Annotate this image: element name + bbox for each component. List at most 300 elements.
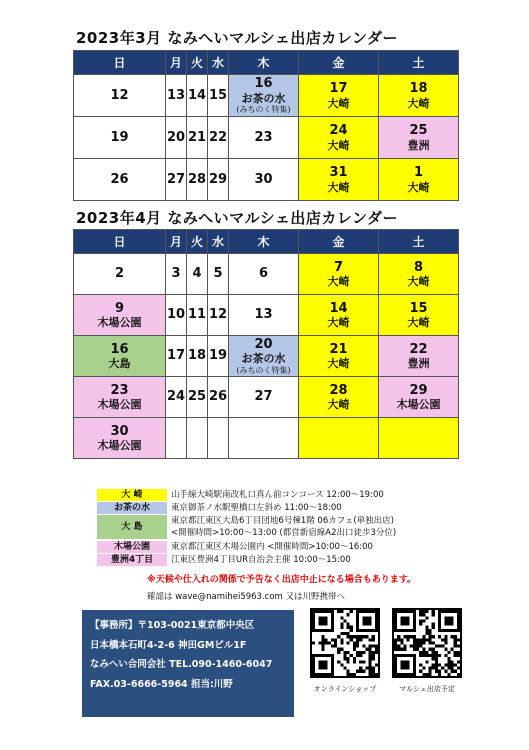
qr-module	[432, 635, 435, 638]
qr-module	[353, 673, 356, 676]
day-number: 14	[329, 300, 348, 316]
calendar-day-cell	[229, 418, 299, 459]
day-number: 21	[187, 129, 207, 145]
qr-module	[419, 610, 422, 613]
legend-tag-ochanomizu: お茶の水	[97, 502, 167, 514]
qr-module	[413, 638, 416, 641]
office-line-address: 【事務所】〒103-0021東京都中央区	[90, 620, 255, 631]
calendar-day-cell	[229, 377, 299, 418]
qr-module	[422, 641, 425, 644]
day-number: 16	[254, 76, 273, 92]
qr-module	[369, 667, 372, 670]
qr-module	[422, 673, 425, 676]
legend-text-ochanomizu: 東京御茶ノ水駅聖橋口左斜め 11:00〜18:00	[171, 502, 342, 513]
qr-module	[372, 667, 375, 670]
qr-module	[419, 663, 422, 666]
qr-module	[429, 629, 432, 632]
qr-module	[400, 648, 403, 651]
qr-module	[438, 645, 441, 648]
legend-text-ojima-hours: <開催時間>10:00〜13:00 (都営新宿線A2出口徒歩3分位)	[171, 528, 397, 538]
qr-module	[416, 641, 419, 644]
market-location: 大崎	[327, 316, 350, 330]
qr-module	[337, 660, 340, 663]
qr-module	[337, 635, 340, 638]
day-number: 22	[409, 341, 428, 357]
qr-module	[454, 645, 457, 648]
calendar-day-cell	[208, 75, 229, 117]
qr-code-icon[interactable]	[392, 608, 462, 678]
qr-module	[375, 673, 378, 676]
qr-module	[422, 667, 425, 670]
qr-module	[416, 645, 419, 648]
calendar-day-cell	[166, 295, 187, 336]
day-number: 19	[208, 348, 228, 364]
qr-module	[441, 667, 444, 670]
day-number: 14	[187, 87, 207, 103]
legend-text-toyosu: 江東区豊洲4丁目UR自治会主催 10:00〜15:00	[171, 554, 351, 565]
calendar-day-cell	[166, 159, 187, 201]
qr-module	[438, 635, 441, 638]
calendar-day-cell	[74, 377, 166, 418]
calendar-week-row	[74, 254, 459, 295]
qr-module	[397, 645, 400, 648]
market-location: お茶の水	[241, 91, 286, 105]
calendar-day-cell	[187, 336, 208, 377]
calendar-week-row	[74, 336, 459, 377]
calendar-day-cell	[166, 377, 187, 418]
office-line-company-tel: なみへい合同会社 TEL.090-1460-6047	[90, 659, 273, 670]
qr-module	[372, 635, 375, 638]
qr-module	[394, 638, 397, 641]
qr-module	[413, 648, 416, 651]
qr-module	[457, 667, 460, 670]
day-number: 27	[254, 389, 273, 405]
qr-module	[444, 663, 447, 666]
day-number: 20	[166, 129, 186, 145]
qr-module	[432, 626, 435, 629]
market-location: 大崎	[327, 138, 350, 152]
calendar-day-cell	[187, 418, 208, 459]
qr-module	[429, 635, 432, 638]
qr-module	[441, 638, 444, 641]
day-number: 26	[208, 389, 228, 405]
qr-module	[397, 635, 400, 638]
weekday-header: 金	[299, 230, 379, 254]
calendar-day-cell	[379, 418, 459, 459]
qr-module	[435, 645, 438, 648]
weekday-header: 土	[379, 51, 459, 75]
qr-module	[422, 651, 425, 654]
qr-module	[347, 670, 350, 673]
qr-module	[454, 635, 457, 638]
calendar-day-cell	[74, 117, 166, 159]
qr-module	[429, 654, 432, 657]
qr-module	[407, 638, 410, 641]
qr-module	[451, 660, 454, 663]
calendar-week-row	[74, 418, 459, 459]
weekday-header: 水	[208, 230, 229, 254]
qr-module	[432, 648, 435, 651]
qr-module	[337, 610, 340, 613]
day-number: 11	[187, 307, 207, 323]
qr-module	[356, 645, 359, 648]
legend-text-kiba: 東京都江東区木場公園内 <開催時間>10:00〜16:00	[171, 541, 373, 552]
qr-module	[444, 641, 447, 644]
qr-module	[429, 632, 432, 635]
weekday-header: 金	[299, 51, 379, 75]
qr-finder-module	[318, 616, 327, 625]
qr-module	[435, 663, 438, 666]
qr-module	[356, 651, 359, 654]
day-number: 23	[254, 129, 273, 145]
day-number: 6	[258, 266, 269, 282]
qr-module	[359, 651, 362, 654]
qr-module	[375, 663, 378, 666]
qr-module	[419, 645, 422, 648]
qr-module	[451, 663, 454, 666]
qr-module	[347, 651, 350, 654]
qr-module	[350, 654, 353, 657]
calendar-day-cell	[166, 254, 187, 295]
qr-module	[340, 610, 343, 613]
qr-module	[365, 635, 368, 638]
calendar-day-cell	[229, 75, 299, 117]
qr-module	[369, 657, 372, 660]
calendar-day-cell	[299, 75, 379, 117]
qr-module	[432, 641, 435, 644]
calendar-day-cell	[187, 254, 208, 295]
weekday-header: 日	[74, 230, 166, 254]
day-number: 28	[187, 171, 207, 187]
calendar-day-cell	[379, 377, 459, 418]
market-feature: (みちのく特集)	[236, 105, 291, 115]
qr-module	[397, 648, 400, 651]
qr-code-icon[interactable]	[310, 608, 380, 678]
qr-module	[425, 610, 428, 613]
qr-module	[372, 638, 375, 641]
qr-module	[369, 638, 372, 641]
office-line-building: 日本橋本石町4-2-6 神田GMビル1F	[90, 639, 247, 651]
market-location: 豊洲	[407, 357, 430, 371]
qr-module	[347, 613, 350, 616]
qr-module	[422, 610, 425, 613]
qr-finder-module	[400, 660, 409, 669]
weekday-header: 月	[166, 230, 187, 254]
qr-module	[356, 641, 359, 644]
day-number: 29	[409, 382, 428, 398]
qr-module	[343, 657, 346, 660]
april-header-row	[74, 230, 459, 254]
qr-module	[359, 660, 362, 663]
march-calendar-title: 2023年3月 なみへいマルシェ出店カレンダー	[76, 29, 398, 47]
calendar-day-cell	[166, 117, 187, 159]
qr-module	[425, 629, 428, 632]
calendar-day-cell	[74, 418, 166, 459]
calendar-day-cell	[74, 75, 166, 117]
qr-module	[353, 657, 356, 660]
day-number: 31	[329, 165, 348, 181]
qr-module	[318, 641, 321, 644]
qr-module	[457, 660, 460, 663]
qr-module	[413, 635, 416, 638]
qr-module	[457, 645, 460, 648]
qr-module	[429, 641, 432, 644]
day-number: 12	[208, 307, 228, 323]
market-location: 大崎	[407, 180, 430, 194]
march-calendar	[73, 50, 459, 201]
qr-module	[369, 645, 372, 648]
qr-module	[362, 670, 365, 673]
weekday-header: 土	[379, 230, 459, 254]
qr-module	[365, 667, 368, 670]
qr-module	[451, 635, 454, 638]
qr-module	[372, 657, 375, 660]
weekday-header: 火	[187, 230, 208, 254]
qr-module	[419, 638, 422, 641]
calendar-day-cell	[299, 254, 379, 295]
calendar-day-cell	[208, 336, 229, 377]
qr-module	[429, 670, 432, 673]
calendar-day-cell	[208, 418, 229, 459]
qr-schedule-pattern	[394, 610, 460, 676]
calendar-day-cell	[379, 254, 459, 295]
qr-module	[356, 654, 359, 657]
april-body	[74, 254, 459, 459]
qr-module	[447, 651, 450, 654]
weekday-header: 木	[229, 230, 299, 254]
qr-module	[347, 641, 350, 644]
weekday-header: 水	[208, 51, 229, 75]
qr-module	[356, 635, 359, 638]
qr-module	[328, 641, 331, 644]
qr-module	[454, 654, 457, 657]
qr-module	[369, 663, 372, 666]
qr-module	[372, 654, 375, 657]
day-number: 10	[166, 307, 186, 323]
day-number: 24	[166, 389, 186, 405]
qr-module	[416, 638, 419, 641]
qr-module	[451, 667, 454, 670]
qr-module	[419, 641, 422, 644]
qr-module	[372, 673, 375, 676]
qr-module	[340, 663, 343, 666]
qr-module	[350, 626, 353, 629]
qr-module	[429, 667, 432, 670]
qr-module	[334, 645, 337, 648]
qr-module	[447, 667, 450, 670]
calendar-day-cell	[299, 418, 379, 459]
qr-module	[432, 657, 435, 660]
weekday-header: 月	[166, 51, 187, 75]
weekday-header: 火	[187, 51, 208, 75]
day-number: 20	[254, 336, 273, 352]
qr-module	[432, 623, 435, 626]
day-number: 16	[110, 341, 129, 357]
qr-module	[435, 667, 438, 670]
qr-module	[425, 616, 428, 619]
qr-module	[359, 654, 362, 657]
qr-module	[419, 623, 422, 626]
qr-module	[321, 638, 324, 641]
calendar-day-cell	[74, 159, 166, 201]
cancellation-note: ※天候や仕入れの関係で予告なく出店中止になる場合もあります。	[147, 575, 417, 585]
qr-module	[356, 638, 359, 641]
april-calendar-title: 2023年4月 なみへいマルシェ出店カレンダー	[76, 209, 398, 227]
qr-module	[343, 632, 346, 635]
day-number: 13	[254, 307, 273, 323]
qr-module	[340, 632, 343, 635]
legend-tag-osaki: 大 崎	[97, 489, 167, 501]
calendar-day-cell	[208, 377, 229, 418]
legend-text-ojima-address: 東京都江東区大島6丁目団地6号棟1階 06カフェ(単独出店)	[171, 516, 394, 526]
online-shop-qr[interactable]	[310, 608, 380, 694]
calendar-week-row	[74, 75, 459, 117]
calendar-day-cell	[299, 295, 379, 336]
qr-module	[372, 651, 375, 654]
calendar-day-cell	[379, 295, 459, 336]
qr-module	[397, 638, 400, 641]
calendar-day-cell	[166, 75, 187, 117]
qr-module	[343, 651, 346, 654]
calendar-week-row	[74, 159, 459, 201]
legend-row-toyosu	[97, 553, 457, 566]
qr-module	[451, 670, 454, 673]
day-number: 28	[329, 382, 348, 398]
schedule-label: マルシェ出店予定	[399, 685, 455, 693]
qr-module	[353, 641, 356, 644]
qr-module	[407, 635, 410, 638]
qr-module	[350, 635, 353, 638]
qr-module	[419, 619, 422, 622]
qr-module	[365, 648, 368, 651]
qr-module	[334, 638, 337, 641]
qr-module	[457, 673, 460, 676]
calendar-day-cell	[208, 159, 229, 201]
qr-module	[343, 667, 346, 670]
qr-module	[425, 673, 428, 676]
qr-module	[444, 670, 447, 673]
day-number: 18	[187, 348, 207, 364]
qr-module	[362, 635, 365, 638]
market-location: 木場公園	[97, 398, 142, 412]
contact-confirm: 確認は wave@namihei5963.com 又は川野携帯へ	[147, 592, 346, 602]
qr-module	[350, 610, 353, 613]
qr-module	[419, 613, 422, 616]
qr-shop-pattern	[312, 610, 378, 676]
calendar-day-cell	[229, 336, 299, 377]
qr-module	[353, 635, 356, 638]
qr-module	[347, 660, 350, 663]
qr-module	[429, 648, 432, 651]
qr-module	[422, 648, 425, 651]
calendar-day-cell	[187, 117, 208, 159]
qr-module	[435, 657, 438, 660]
day-number: 15	[208, 87, 228, 103]
qr-module	[353, 648, 356, 651]
qr-module	[435, 670, 438, 673]
legend-tag-toyosu: 豊洲4丁目	[97, 554, 167, 566]
march-header-row	[74, 51, 459, 75]
calendar-week-row	[74, 377, 459, 418]
qr-module	[359, 638, 362, 641]
calendar-day-cell	[74, 336, 166, 377]
calendar-day-cell	[299, 117, 379, 159]
qr-module	[422, 619, 425, 622]
calendar-day-cell	[208, 117, 229, 159]
qr-module	[362, 660, 365, 663]
calendar-day-cell	[166, 336, 187, 377]
weekday-header: 日	[74, 51, 166, 75]
day-number: 19	[110, 129, 129, 145]
day-number: 15	[409, 300, 428, 316]
market-location: 豊洲	[407, 138, 430, 152]
market-location: 大崎	[327, 180, 350, 194]
qr-module	[438, 663, 441, 666]
qr-module	[321, 635, 324, 638]
qr-module	[413, 645, 416, 648]
day-number: 1	[413, 165, 424, 181]
calendar-day-cell	[379, 117, 459, 159]
qr-module	[340, 626, 343, 629]
day-number: 22	[208, 129, 228, 145]
qr-module	[312, 641, 315, 644]
market-location: お茶の水	[241, 352, 286, 366]
qr-module	[419, 654, 422, 657]
qr-module	[337, 648, 340, 651]
qr-module	[369, 660, 372, 663]
office-line-fax: FAX.03-6666-5964 担当:川野	[90, 678, 233, 690]
qr-module	[419, 670, 422, 673]
qr-module	[403, 635, 406, 638]
day-number: 30	[110, 423, 129, 439]
qr-module	[425, 626, 428, 629]
calendar-day-cell	[379, 336, 459, 377]
qr-module	[359, 635, 362, 638]
qr-module	[347, 632, 350, 635]
qr-module	[350, 629, 353, 632]
qr-module	[400, 638, 403, 641]
qr-module	[432, 667, 435, 670]
qr-module	[429, 673, 432, 676]
qr-module	[403, 645, 406, 648]
calendar-day-cell	[229, 295, 299, 336]
calendar-day-cell	[379, 75, 459, 117]
market-location: 大崎	[407, 275, 430, 289]
day-number: 21	[329, 341, 348, 357]
qr-module	[422, 635, 425, 638]
schedule-qr[interactable]	[392, 608, 462, 694]
qr-module	[369, 648, 372, 651]
calendar-day-cell	[74, 254, 166, 295]
market-location: 木場公園	[396, 398, 441, 412]
calendar-day-cell	[187, 75, 208, 117]
qr-module	[432, 613, 435, 616]
qr-module	[372, 670, 375, 673]
day-number: 30	[254, 171, 273, 187]
legend-text-osaki: 山手線大崎駅南改札口真ん前コンコース 12:00〜19:00	[171, 489, 384, 500]
legend-row-kiba	[97, 540, 457, 553]
calendar-day-cell	[299, 336, 379, 377]
legend-row-ochanomizu	[97, 501, 457, 514]
calendar-day-cell	[208, 254, 229, 295]
calendar-week-row	[74, 117, 459, 159]
online-shop-label: オンラインショップ	[313, 685, 377, 693]
day-number: 25	[409, 123, 428, 139]
qr-module	[416, 648, 419, 651]
qr-module	[454, 641, 457, 644]
qr-module	[438, 673, 441, 676]
qr-module	[403, 648, 406, 651]
